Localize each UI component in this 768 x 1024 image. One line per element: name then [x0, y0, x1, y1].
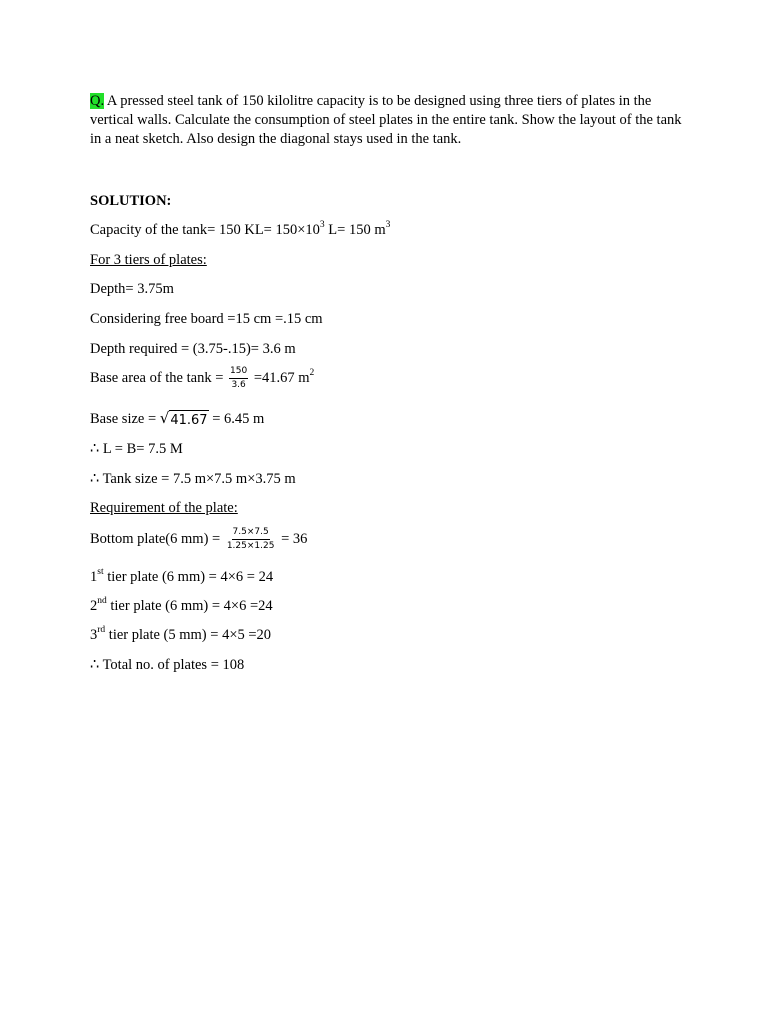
tank-size-line: ∴ Tank size = 7.5 m×7.5 m×3.75 m: [90, 471, 296, 487]
capacity-text-2: L= 150 m: [324, 222, 386, 238]
bottom-plate-result: = 36: [277, 530, 308, 547]
question-marker: Q.: [90, 93, 105, 109]
tier3-line: [90, 626, 271, 645]
fraction-denominator: 1.25×1.25: [226, 541, 275, 551]
question-text: A pressed steel tank of 150 kilolitre capacity is to be designed using three tiers of plates in the vertical walls. Calculate the consumption of steel plates in the entire tank. Show the layout of the tank in a neat sketch. Also design the diagonal stays used in the tank.: [90, 93, 682, 147]
base-area-line: [90, 366, 314, 391]
base-size-text: Base size =: [90, 411, 160, 427]
square-root-icon: √ 41.67: [159, 409, 208, 428]
base-area-text: Base area of the tank =: [90, 369, 228, 386]
base-size-line: [90, 409, 264, 430]
bottom-plate-line: [90, 527, 307, 552]
area-unit-exponent: 2: [309, 368, 315, 378]
tier3-ordinal: rd: [97, 625, 106, 636]
fraction-numerator: 150: [229, 366, 248, 379]
fraction-numerator: 7.5×7.5: [232, 527, 270, 540]
tiers-heading: For 3 tiers of plates:: [90, 252, 207, 268]
tier1-ordinal: st: [97, 567, 104, 578]
length-breadth-line: ∴ L = B= 7.5 M: [90, 441, 183, 457]
tier3-text: tier plate (5 mm) = 4×5 =20: [105, 627, 272, 643]
tier1-text: tier plate (6 mm) = 4×6 = 24: [103, 569, 274, 585]
tier2-ordinal: nd: [97, 596, 107, 607]
tier2-line: [90, 597, 273, 616]
base-area-fraction: [229, 366, 248, 391]
free-board-line: Considering free board =15 cm =.15 cm: [90, 311, 323, 327]
bottom-plate-text: Bottom plate(6 mm) =: [90, 530, 224, 547]
capacity-text: Capacity of the tank= 150 KL= 150×10: [90, 222, 320, 238]
base-size-result: = 6.45 m: [208, 411, 265, 427]
fraction-denominator: 3.6: [231, 380, 246, 390]
total-plates-line: ∴ Total no. of plates = 108: [90, 657, 245, 673]
tier3-number: 3: [90, 627, 98, 643]
tier2-number: 2: [90, 598, 98, 614]
radicand: 41.67: [169, 410, 208, 430]
requirement-heading: Requirement of the plate:: [90, 500, 238, 516]
capacity-line: [90, 221, 390, 240]
base-area-result: =41.67 m: [250, 369, 310, 386]
tier2-text: tier plate (6 mm) = 4×6 =24: [106, 598, 273, 614]
solution-heading: SOLUTION:: [90, 193, 172, 209]
capacity-exponent: 3: [319, 220, 325, 231]
capacity-unit-exponent: 3: [385, 220, 391, 231]
depth-line: Depth= 3.75m: [90, 281, 174, 297]
bottom-plate-fraction: [226, 527, 276, 552]
tier1-number: 1: [90, 569, 98, 585]
question-paragraph: [90, 92, 690, 149]
question-block: [90, 92, 690, 149]
depth-required-line: Depth required = (3.75-.15)= 3.6 m: [90, 341, 296, 357]
tier1-line: [90, 568, 273, 587]
